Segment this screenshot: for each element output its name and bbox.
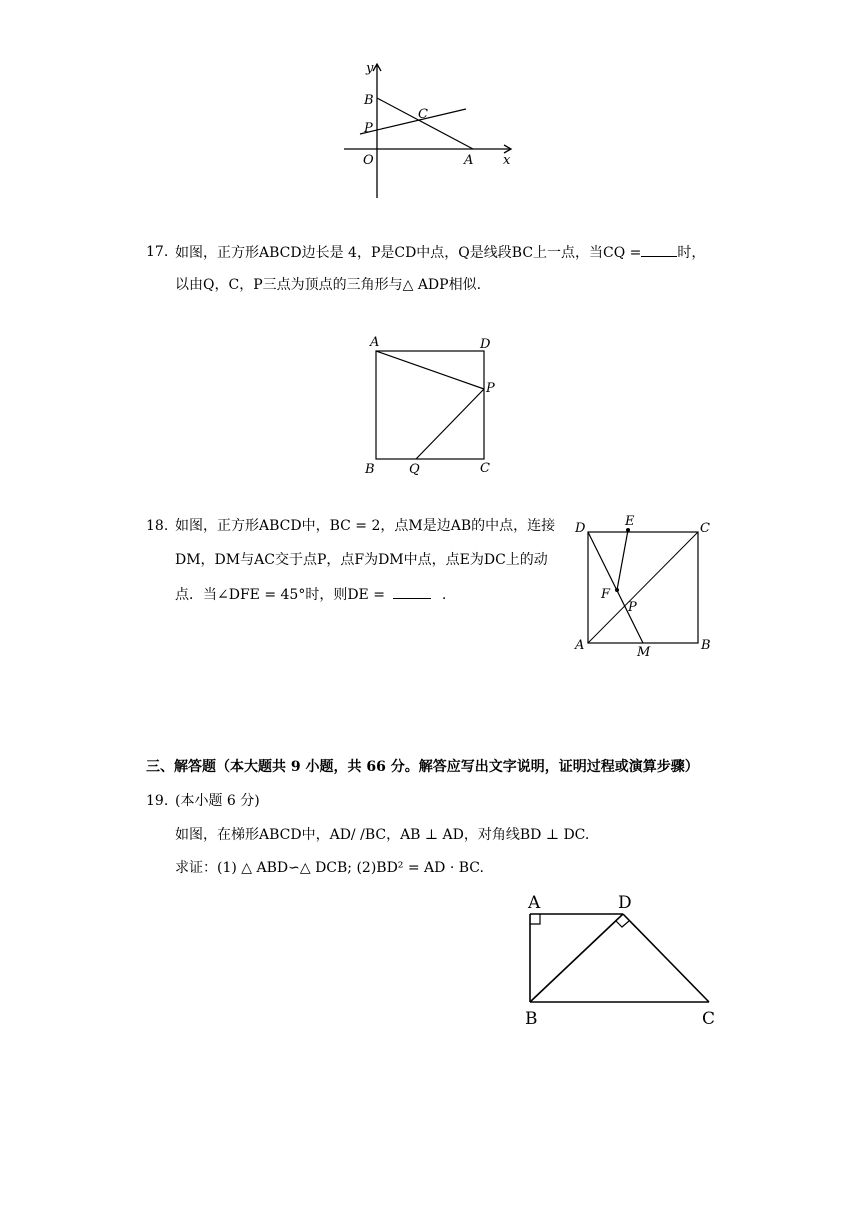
question-19-line2: 求证：(1) △ ABD∽△ DCB; (2)BD² = AD · BC. <box>175 860 484 876</box>
question-18-line1: 如图，正方形ABCD中，BC = 2，点M是边AB的中点，连接 <box>175 518 556 534</box>
y-axis-label: y <box>366 61 374 76</box>
point-d-label: D <box>575 521 586 536</box>
point-a-label: A <box>575 638 585 653</box>
answer-blank <box>393 584 431 599</box>
point-e-label: E <box>625 514 635 529</box>
point-b-label: B <box>365 462 375 477</box>
point-p-label: P <box>486 381 495 396</box>
question-17-text-end: 时， <box>677 245 706 261</box>
question-17-line1 <box>175 242 705 263</box>
question-17-number: 17. <box>146 244 169 260</box>
question-17-line2: 以由Q，C，P三点为顶点的三角形与△ ADP相似. <box>175 277 482 293</box>
point-a-label: A <box>370 335 380 350</box>
point-p-label: P <box>628 600 637 615</box>
question-18-line2: DM，DM与AC交于点P，点F为DM中点，点E为DC上的动 <box>175 552 548 568</box>
point-b-label: B <box>701 638 711 653</box>
point-b-label: B <box>364 93 374 108</box>
question-18-number: 18. <box>146 518 169 534</box>
figure-16-coordinate-diagram <box>340 58 520 203</box>
point-f-label: F <box>601 587 611 602</box>
point-c-label: C <box>700 521 710 536</box>
point-q-label: Q <box>409 462 420 477</box>
x-axis-label: x <box>503 153 511 168</box>
point-p-label: P <box>364 121 373 136</box>
point-b-label: B <box>525 1009 538 1029</box>
section-heading: 三、解答题（本大题共 9 小题，共 66 分。解答应写出文字说明，证明过程或演算步骤） <box>146 759 699 775</box>
figure-17-square <box>360 330 510 478</box>
origin-label: O <box>363 153 374 168</box>
question-19-score: (本小题 6 分) <box>175 793 260 809</box>
question-18-text-end: . <box>441 587 447 603</box>
question-17-text: 如图，正方形ABCD边长是 4，P是CD中点，Q是线段BC上一点，当CQ = <box>175 245 642 261</box>
figure-19-trapezoid <box>515 888 725 1030</box>
point-d-label: D <box>618 893 632 913</box>
point-a-label: A <box>528 893 541 913</box>
point-c-label: C <box>418 107 428 122</box>
point-c-label: C <box>480 461 490 476</box>
question-19-line1: 如图，在梯形ABCD中，AD/ /BC，AB ⊥ AD，对角线BD ⊥ DC. <box>175 827 590 843</box>
point-m-label: M <box>637 645 651 660</box>
question-18-line3 <box>175 584 446 605</box>
question-18-text: 点．当∠DFE = 45°时，则DE = <box>175 587 385 603</box>
point-d-label: D <box>480 337 491 352</box>
figure-18-square <box>570 510 720 660</box>
question-19-number: 19. <box>146 793 169 809</box>
point-c-label: C <box>702 1009 716 1029</box>
answer-blank <box>641 242 677 257</box>
point-a-label: A <box>464 153 474 168</box>
